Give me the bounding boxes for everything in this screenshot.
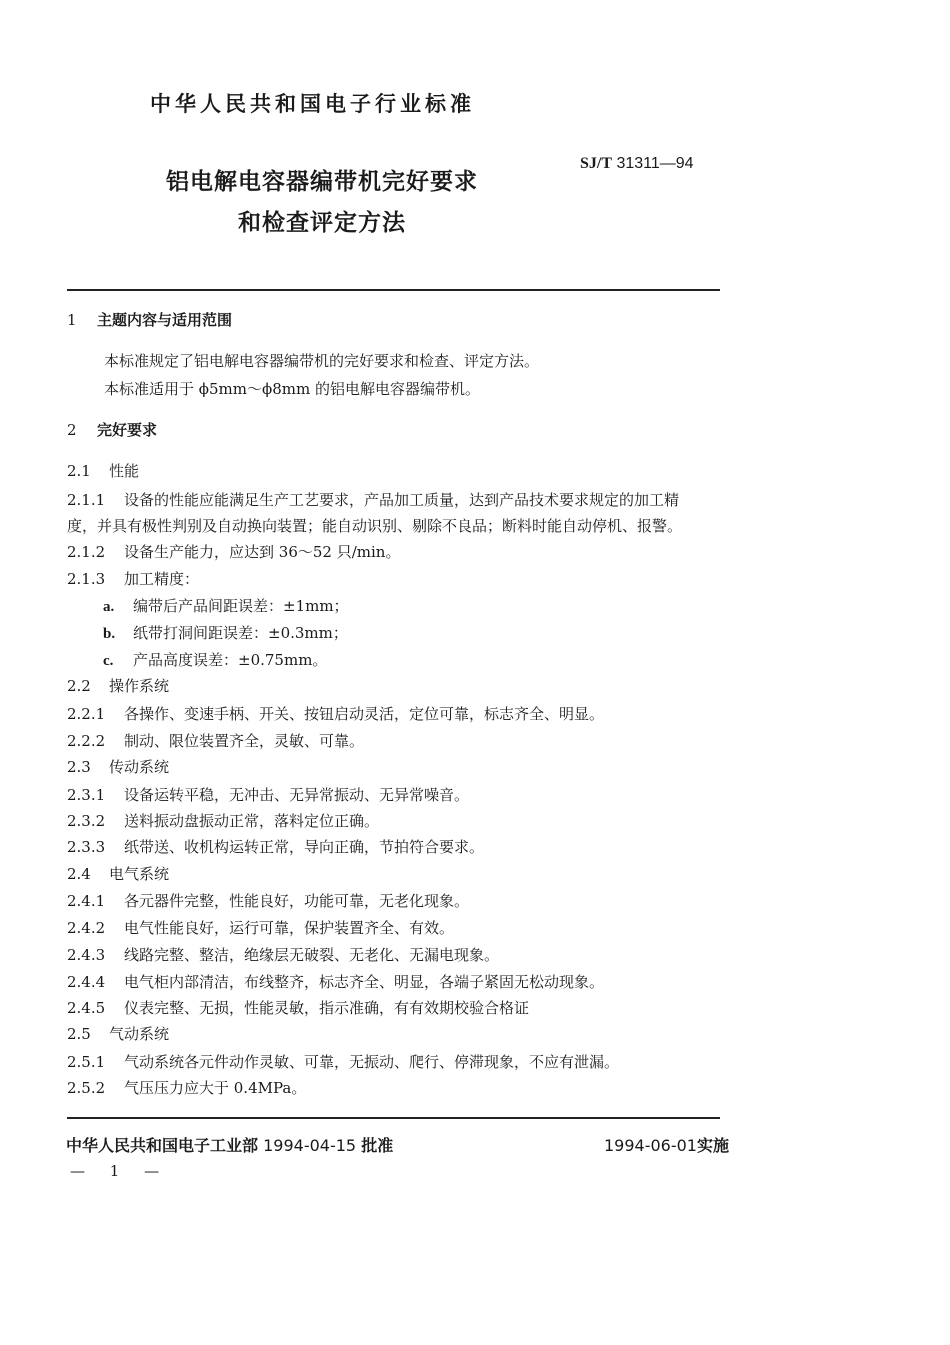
document-title-line1: 铝电解电容器编带机完好要求 <box>166 169 478 195</box>
section-2-heading <box>67 421 157 439</box>
clause-2-1 <box>67 462 139 480</box>
clause-number: 2.5.1 <box>67 1053 106 1071</box>
standard-code-prefix: SJ/T <box>580 155 613 172</box>
list-item-b <box>103 624 348 643</box>
clause-2-4-1 <box>67 892 469 910</box>
list-marker: c. <box>103 653 114 669</box>
effective-label: 实施 <box>696 1136 729 1155</box>
list-text: 编带后产品间距误差：±1mm； <box>133 597 349 615</box>
clause-2-5 <box>67 1025 169 1043</box>
effective-date: 1994-06-01 <box>604 1136 697 1155</box>
clause-number: 2.4 <box>67 865 91 883</box>
clause-text: 气动系统 <box>109 1025 170 1043</box>
clause-text: 制动、限位装置齐全，灵敏、可靠。 <box>124 732 365 750</box>
list-text: 产品高度误差：±0.75mm。 <box>133 651 328 669</box>
clause-2-4 <box>67 865 169 883</box>
clause-2-4-5 <box>67 999 529 1017</box>
clause-2-2-1 <box>67 705 604 723</box>
clause-text: 性能 <box>109 462 140 480</box>
clause-number: 2.1.1 <box>67 491 106 509</box>
clause-2-4-2 <box>67 919 454 937</box>
issuer-name: 中华人民共和国电子工业部 <box>66 1136 259 1155</box>
clause-number: 2.2.1 <box>67 705 106 723</box>
clause-2-1-2 <box>67 543 400 561</box>
clause-number: 2.2 <box>67 677 91 695</box>
clause-2-3-2 <box>67 812 379 830</box>
clause-text: 线路完整、整洁，绝缘层无破裂、无老化、无漏电现象。 <box>124 946 500 964</box>
clause-number: 2.4.2 <box>67 919 106 937</box>
clause-text: 设备生产能力，应达到 36～52 只/min。 <box>124 543 401 561</box>
clause-text: 各操作、变速手柄、开关、按钮启动灵活，定位可靠，标志齐全、明显。 <box>124 705 605 723</box>
scope-paragraph-2: 本标准适用于 ϕ5mm～ϕ8mm 的铝电解电容器编带机。 <box>104 380 480 398</box>
section-number: 1 <box>67 311 77 329</box>
clause-text: 气压压力应大于 0.4MPa。 <box>124 1079 307 1097</box>
approval-footer <box>66 1133 393 1156</box>
clause-number: 2.3.2 <box>67 812 106 830</box>
clause-number: 2.2.2 <box>67 732 106 750</box>
clause-text: 设备的性能应能满足生产工艺要求，产品加工质量，达到产品技术要求规定的加工精 <box>124 491 680 509</box>
document-title-line2: 和检查评定方法 <box>238 210 406 236</box>
clause-text: 操作系统 <box>109 677 170 695</box>
clause-number: 2.3.1 <box>67 786 106 804</box>
section-title: 主题内容与适用范围 <box>97 311 233 329</box>
clause-2-1-1-continuation: 度，并具有极性判别及自动换向装置；能自动识别、剔除不良品；断料时能自动停机、报警。 <box>67 517 683 535</box>
clause-2-4-4 <box>67 973 604 991</box>
top-divider <box>67 289 720 291</box>
list-marker: b. <box>103 626 116 642</box>
clause-number: 2.4.3 <box>67 946 106 964</box>
clause-text: 设备运转平稳，无冲击、无异常振动、无异常噪音。 <box>124 786 470 804</box>
clause-text: 纸带送、收机构运转正常，导向正确，节拍符合要求。 <box>124 838 485 856</box>
section-1-heading <box>67 311 232 329</box>
clause-number: 2.1.2 <box>67 543 106 561</box>
clause-text: 电气系统 <box>109 865 170 883</box>
clause-number: 2.3 <box>67 758 91 776</box>
standard-code <box>580 155 694 173</box>
list-item-a <box>103 597 349 616</box>
effective-footer <box>604 1133 729 1156</box>
clause-2-1-1 <box>67 491 679 509</box>
clause-text: 送料振动盘振动正常，落料定位正确。 <box>124 812 380 830</box>
clause-number: 2.4.5 <box>67 999 106 1017</box>
clause-2-5-1 <box>67 1053 619 1071</box>
clause-text: 各元器件完整，性能良好，功能可靠，无老化现象。 <box>124 892 470 910</box>
clause-2-2-2 <box>67 732 364 750</box>
section-number: 2 <box>67 421 77 439</box>
clause-2-3 <box>67 758 169 776</box>
clause-text: 气动系统各元件动作灵敏、可靠，无振动、爬行、停滞现象，不应有泄漏。 <box>124 1053 620 1071</box>
standard-code-number: 31311—94 <box>616 155 694 172</box>
clause-number: 2.5.2 <box>67 1079 106 1097</box>
scope-paragraph-1: 本标准规定了铝电解电容器编带机的完好要求和检查、评定方法。 <box>104 352 540 370</box>
clause-2-2 <box>67 677 169 695</box>
clause-2-1-3 <box>67 570 199 588</box>
clause-2-3-3 <box>67 838 484 856</box>
approve-label: 批准 <box>361 1136 394 1155</box>
approve-date: 1994-04-15 <box>263 1136 357 1155</box>
clause-2-3-1 <box>67 786 469 804</box>
list-text: 纸带打洞间距误差：±0.3mm； <box>133 624 348 642</box>
clause-text: 电气柜内部清洁，布线整齐，标志齐全、明显，各端子紧固无松动现象。 <box>124 973 605 991</box>
clause-text: 传动系统 <box>109 758 170 776</box>
clause-2-5-2 <box>67 1079 306 1097</box>
clause-number: 2.4.4 <box>67 973 106 991</box>
list-marker: a. <box>103 599 115 615</box>
section-title: 完好要求 <box>97 421 158 439</box>
clause-number: 2.5 <box>67 1025 91 1043</box>
bottom-divider <box>67 1117 720 1119</box>
clause-number: 2.1.3 <box>67 570 106 588</box>
clause-number: 2.4.1 <box>67 892 106 910</box>
clause-text: 加工精度： <box>124 570 200 588</box>
clause-text: 仪表完整、无损，性能灵敏，指示准确，有有效期校验合格证 <box>124 999 530 1017</box>
page-number: — 1 — <box>70 1162 170 1180</box>
clause-text: 电气性能良好，运行可靠，保护装置齐全、有效。 <box>124 919 455 937</box>
clause-number: 2.1 <box>67 462 91 480</box>
issuer-standard-heading: 中华人民共和国电子行业标准 <box>150 92 475 116</box>
list-item-c <box>103 651 327 670</box>
clause-2-4-3 <box>67 946 499 964</box>
clause-number: 2.3.3 <box>67 838 106 856</box>
